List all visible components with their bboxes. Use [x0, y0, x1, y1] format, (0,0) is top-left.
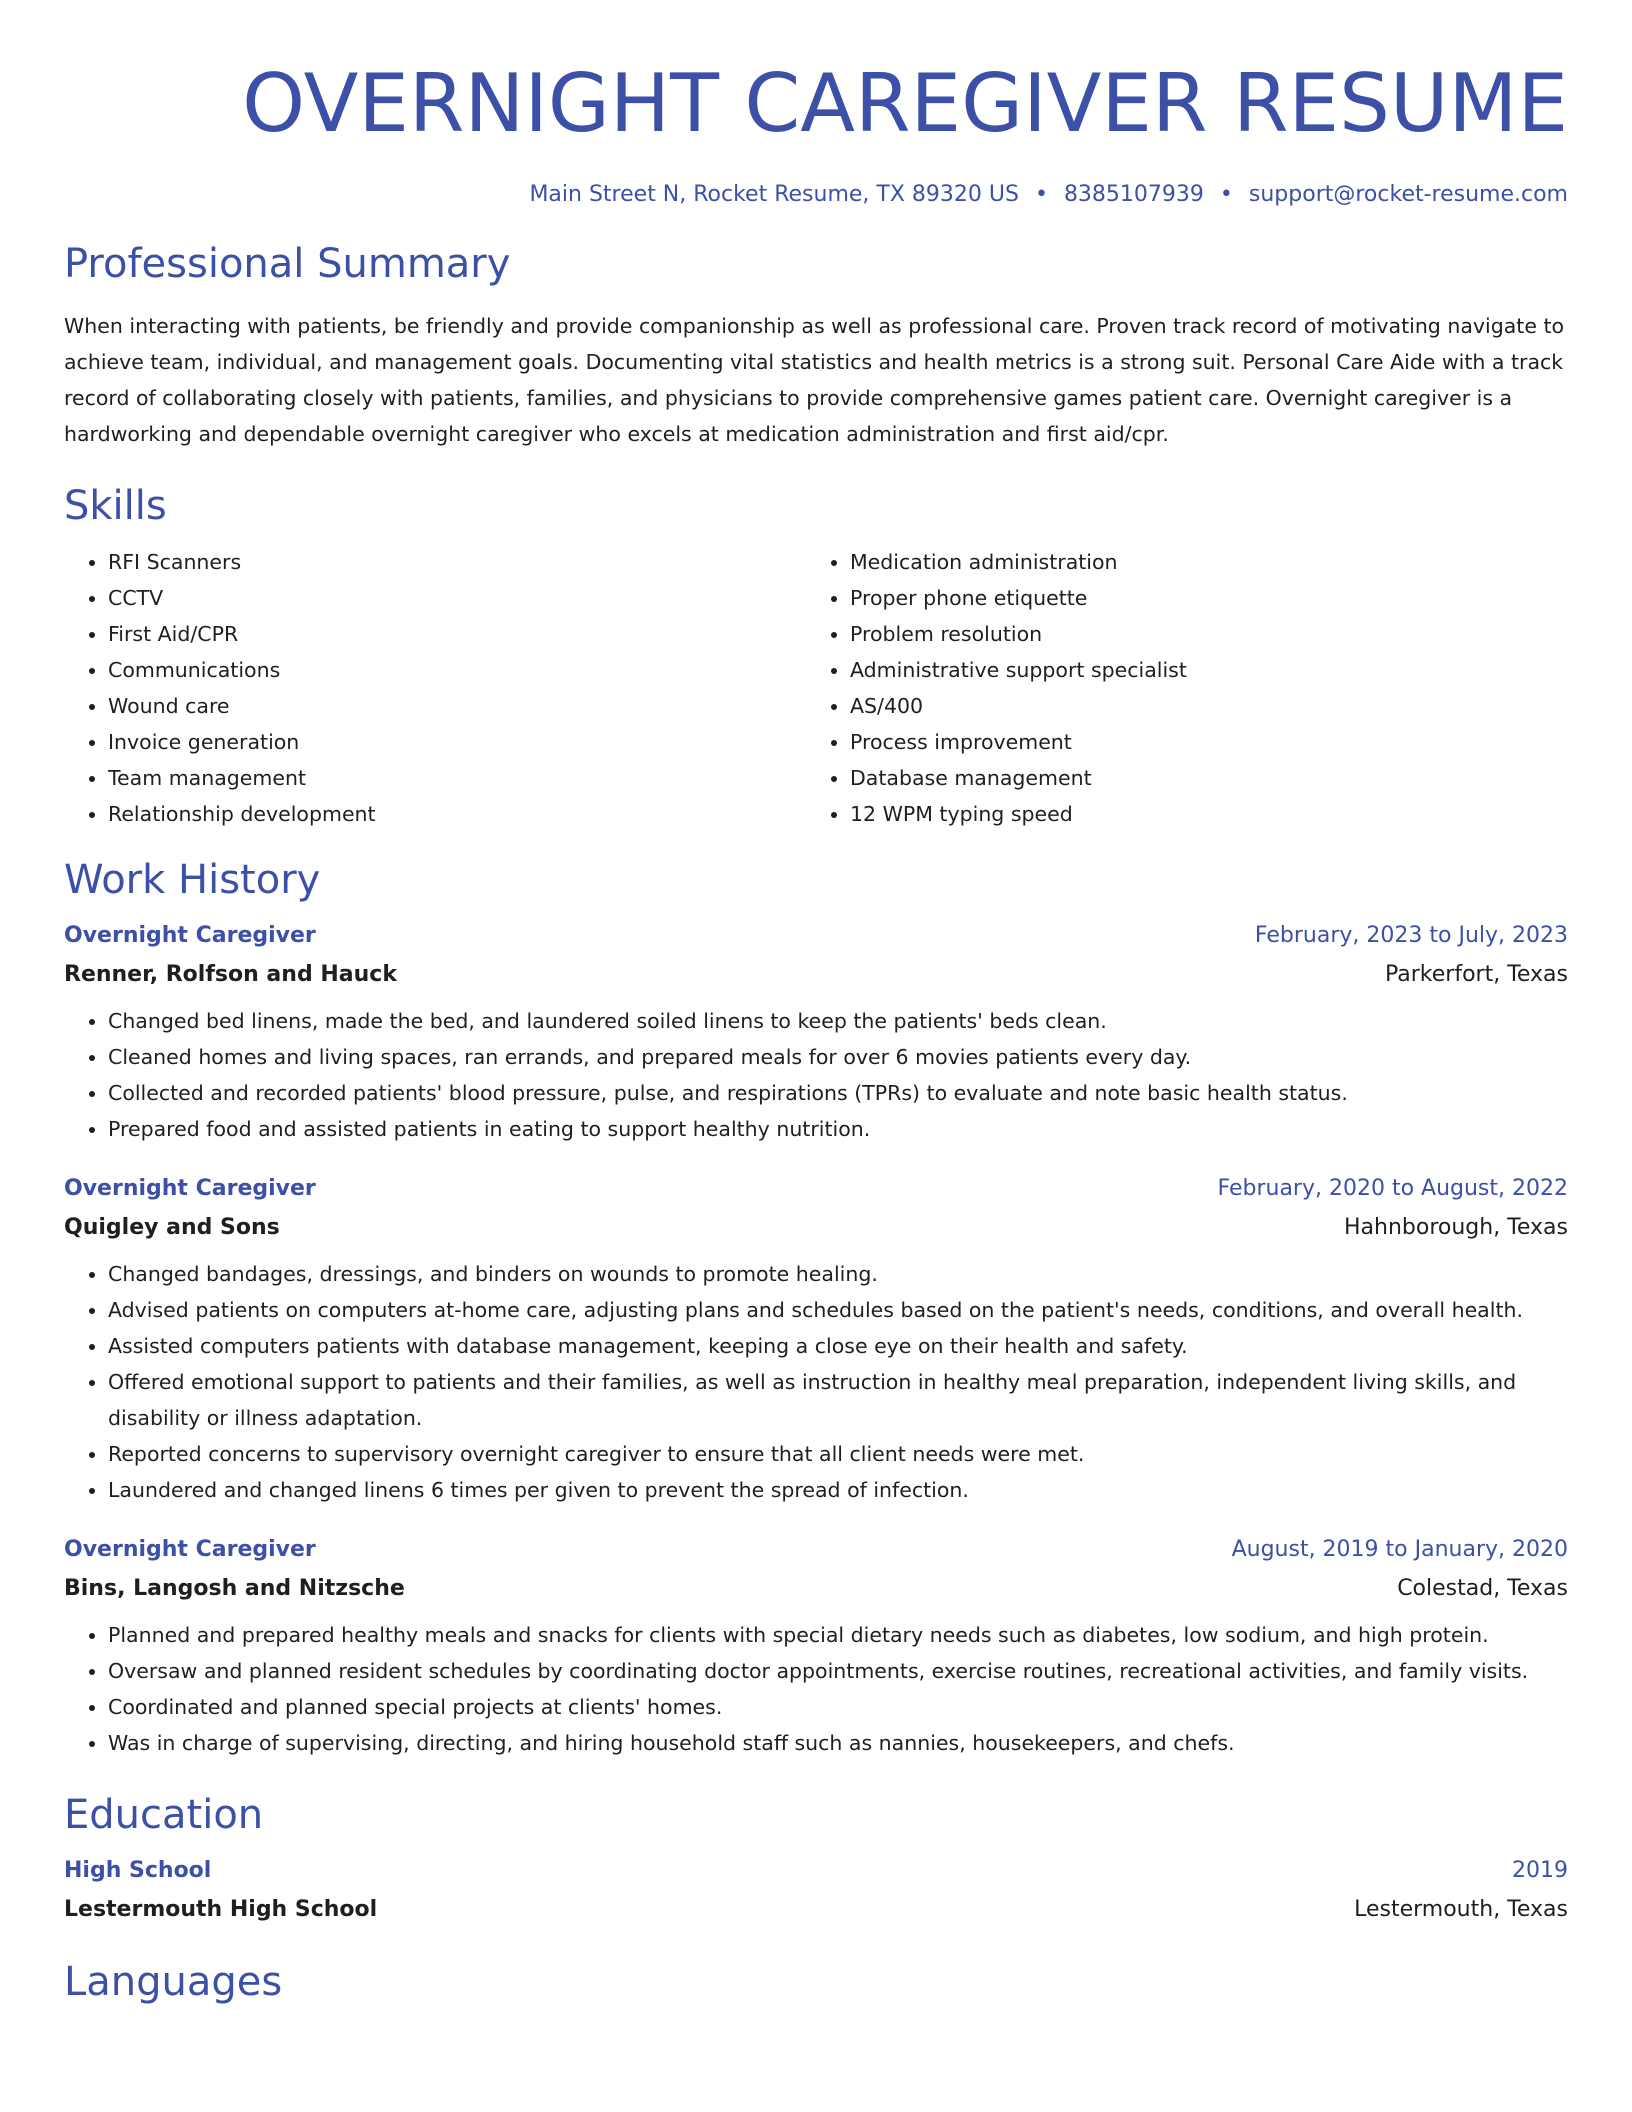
job-bullet: • Assisted computers patients with database management, keeping a close eye on their health and safety. [108, 1328, 1568, 1364]
skill-item: • Process improvement [850, 724, 1548, 760]
job-bullet: • Oversaw and planned resident schedules by coordinating doctor appointments, exercise routines, recreational activities, and family visits. [108, 1653, 1568, 1689]
job-company-row [64, 1571, 1568, 1607]
skill-item: • Invoice generation [108, 724, 806, 760]
job-bullet: • Coordinated and planned special projects at clients' homes. [108, 1689, 1568, 1725]
skill-item: • First Aid/CPR [108, 616, 806, 652]
job-entry [64, 918, 1568, 1147]
job-dates: February, 2023 to July, 2023 [1254, 923, 1568, 948]
skill-item: • RFI Scanners [108, 544, 806, 580]
job-bullet: • Collected and recorded patients' blood pressure, pulse, and respirations (TPRs) to evaluate and note basic health status. [108, 1075, 1568, 1111]
skill-item: • Team management [108, 760, 806, 796]
skill-item: • CCTV [108, 580, 806, 616]
education-degree: High School [64, 1858, 212, 1883]
skill-item: • Problem resolution [850, 616, 1548, 652]
job-header-row [64, 1171, 1568, 1207]
summary-text: When interacting with patients, be friendly and provide companionship as well as professional care. Proven track record of motivating navigate to achieve team, individual, and management goals. Documenting vital statistics and health metrics is a strong suit. Personal Care Aide with a track record of collaborating closely with patients, families, and physicians to provide comprehensive games patient care. Overnight caregiver is a hardworking and dependable overnight caregiver who excels at medication administration and first aid/cpr. [64, 314, 1565, 446]
job-bullet: • Offered emotional support to patients and their families, as well as instruction in healthy meal preparation, independent living skills, and disability or illness adaptation. [108, 1364, 1568, 1436]
education-entry [64, 1853, 1568, 1928]
contact-line [64, 180, 1568, 210]
job-header-row [64, 1532, 1568, 1568]
skill-item: • 12 WPM typing speed [850, 796, 1548, 832]
job-bullets [64, 1003, 1568, 1147]
job-location: Hahnborough, Texas [1343, 1215, 1568, 1240]
job-bullets [64, 1256, 1568, 1508]
job-dates: February, 2020 to August, 2022 [1217, 1176, 1568, 1201]
job-entry [64, 1532, 1568, 1761]
skill-item: • Communications [108, 652, 806, 688]
job-location: Colestad, Texas [1397, 1576, 1568, 1601]
job-location: Parkerfort, Texas [1384, 962, 1568, 987]
skill-item: • Wound care [108, 688, 806, 724]
skills-list-right [806, 544, 1548, 832]
job-title: Overnight Caregiver [64, 923, 316, 948]
education-heading: Education [64, 1792, 264, 1838]
job-dates: August, 2019 to January, 2020 [1231, 1537, 1568, 1562]
work-history-heading: Work History [64, 857, 321, 903]
resume-page [64, 0, 1568, 2006]
languages-heading: Languages [64, 1959, 283, 2005]
job-company-row [64, 957, 1568, 993]
skill-item: • Administrative support specialist [850, 652, 1548, 688]
job-bullet: • Reported concerns to supervisory overnight caregiver to ensure that all client needs were met. [108, 1436, 1568, 1472]
summary-heading: Professional Summary [64, 241, 511, 287]
skill-item: • Proper phone etiquette [850, 580, 1548, 616]
job-company-row [64, 1210, 1568, 1246]
skills-heading: Skills [64, 483, 167, 529]
job-company: Bins, Langosh and Nitzsche [64, 1576, 405, 1601]
contact-phone: 8385107939 [1063, 182, 1204, 207]
contact-separator: • [1034, 182, 1048, 207]
education-location: Lestermouth, Texas [1354, 1897, 1568, 1922]
skills-grid [64, 544, 1568, 832]
job-bullet: • Advised patients on computers at-home care, adjusting plans and schedules based on the patient's needs, conditions, and overall health. [108, 1292, 1568, 1328]
skill-item: • AS/400 [850, 688, 1548, 724]
job-header-row [64, 918, 1568, 954]
job-title: Overnight Caregiver [64, 1537, 316, 1562]
job-entry [64, 1171, 1568, 1508]
job-bullet: • Changed bandages, dressings, and binders on wounds to promote healing. [108, 1256, 1568, 1292]
job-bullets [64, 1617, 1568, 1761]
job-title: Overnight Caregiver [64, 1176, 316, 1201]
skill-item: • Database management [850, 760, 1548, 796]
job-bullet: • Laundered and changed linens 6 times per given to prevent the spread of infection. [108, 1472, 1568, 1508]
contact-email: support@rocket-resume.com [1248, 182, 1568, 207]
job-bullet: • Planned and prepared healthy meals and snacks for clients with special dietary needs such as diabetes, low sodium, and high protein. [108, 1617, 1568, 1653]
skill-item: • Relationship development [108, 796, 806, 832]
job-bullet: • Changed bed linens, made the bed, and laundered soiled linens to keep the patients' beds clean. [108, 1003, 1568, 1039]
education-school-row [64, 1892, 1568, 1928]
job-company: Renner, Rolfson and Hauck [64, 962, 397, 987]
skill-item: • Medication administration [850, 544, 1548, 580]
skills-list-left [64, 544, 806, 832]
job-bullet: • Was in charge of supervising, directing, and hiring household staff such as nannies, housekeepers, and chefs. [108, 1725, 1568, 1761]
contact-address: Main Street N, Rocket Resume, TX 89320 US [529, 182, 1019, 207]
job-company: Quigley and Sons [64, 1215, 280, 1240]
education-header-row [64, 1853, 1568, 1889]
resume-name: OVERNIGHT CAREGIVER RESUME [242, 57, 1568, 150]
job-bullet: • Cleaned homes and living spaces, ran errands, and prepared meals for over 6 movies patients every day. [108, 1039, 1568, 1075]
education-school: Lestermouth High School [64, 1897, 378, 1922]
education-year: 2019 [1512, 1858, 1568, 1883]
job-bullet: • Prepared food and assisted patients in eating to support healthy nutrition. [108, 1111, 1568, 1147]
contact-separator: • [1219, 182, 1233, 207]
